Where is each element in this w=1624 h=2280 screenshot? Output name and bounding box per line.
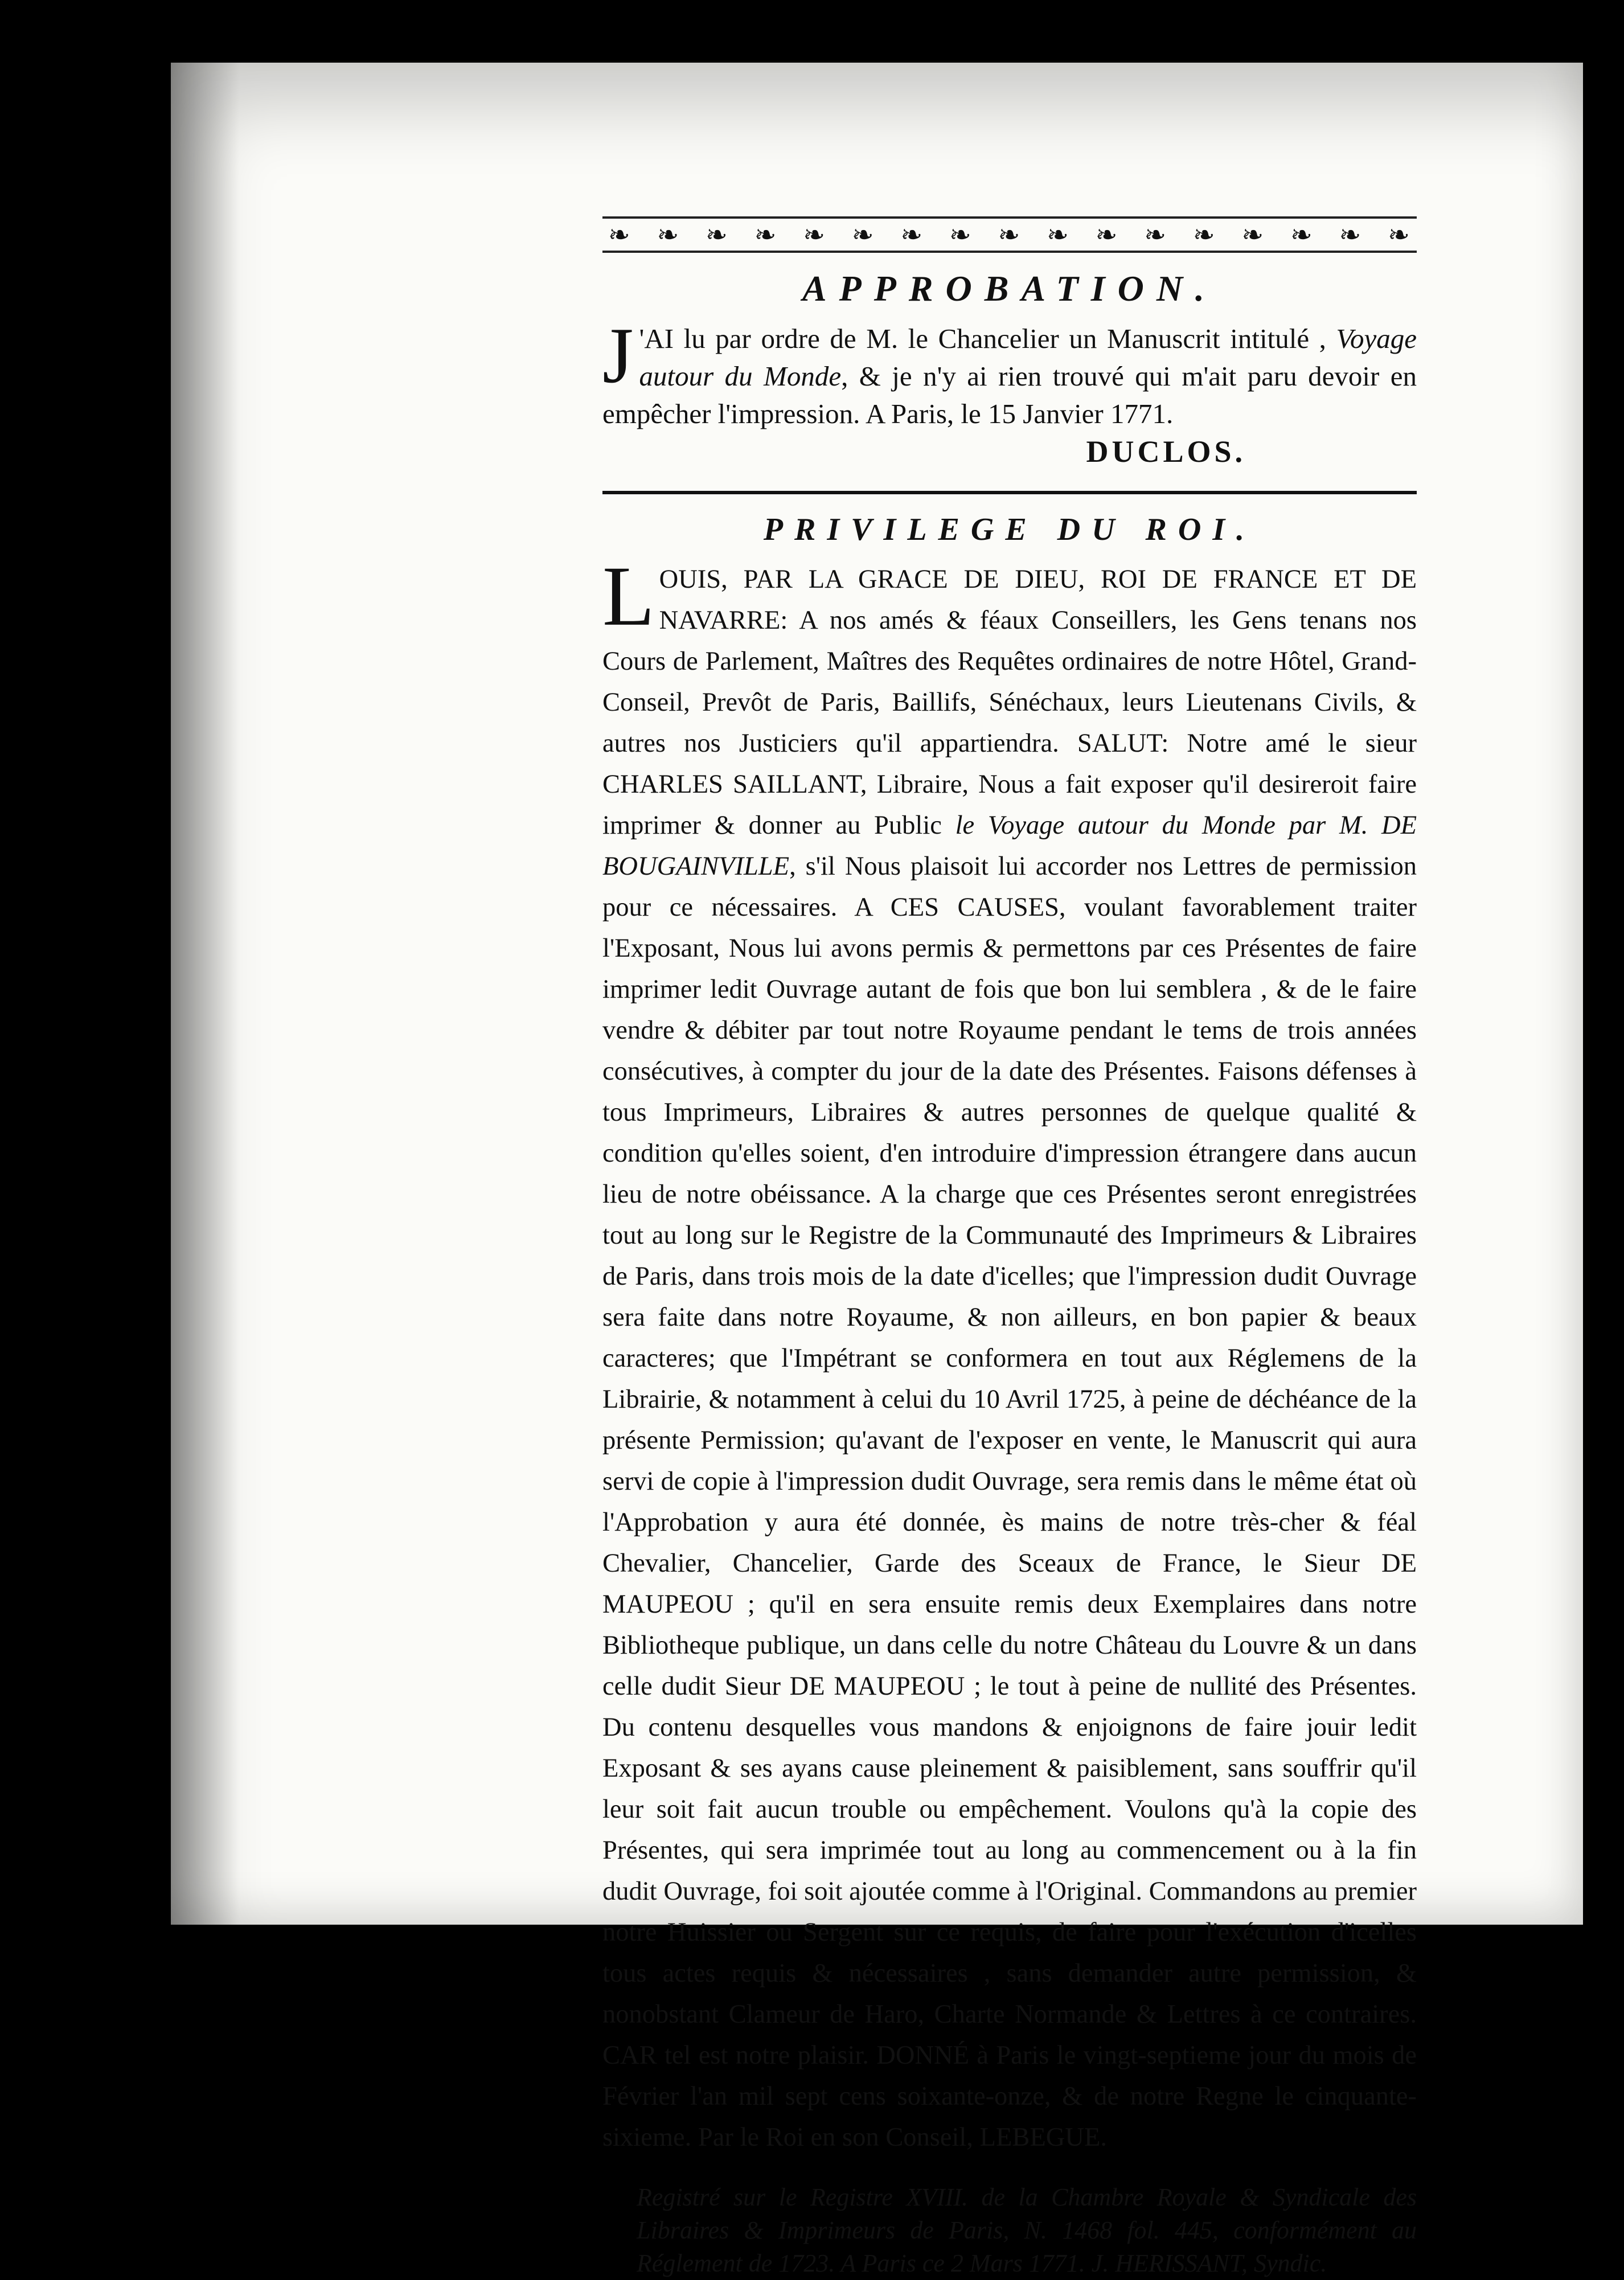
document-body	[602, 216, 1417, 2280]
approbation-text-1: 'AI lu par ordre de M. le Chancelier un Manuscrit intitulé ,	[639, 323, 1326, 354]
approbation-signature: DUCLOS.	[1086, 434, 1246, 469]
approbation-text-2: , & je n'y ai rien trouvé qui m'ait paru devoir en empêcher l'impression. A Paris, le 15 Janvier 1771.	[602, 360, 1417, 429]
privilege-text	[602, 549, 1417, 2158]
approbation-initial: J	[602, 311, 634, 400]
ornament-glyph: ❧	[803, 220, 826, 249]
ornament-glyph: ❧	[1047, 220, 1070, 249]
privilege-title: PRIVILEGE DU ROI.	[763, 512, 1256, 547]
ornament-glyph: ❧	[1290, 220, 1314, 249]
privilege-lead: OUIS, PAR LA GRACE DE DIEU, ROI DE FRANCE ET DE NAVARRE:	[659, 565, 1417, 635]
ornament-glyph: ❧	[851, 220, 875, 249]
approbation-work-title: Voyage autour du Monde	[639, 323, 1417, 392]
ornament-glyph: ❧	[1192, 220, 1216, 249]
ornament-glyph: ❧	[1144, 220, 1167, 249]
ornament-glyph: ❧	[998, 220, 1022, 249]
ornament-glyph: ❧	[608, 220, 631, 249]
registration-note: Registré sur le Registre XVIII. de la Chambre Royale & Syndicale des Libraires & Imprimeurs de Paris, N. 1468 fol. 445, conformément au Réglement de 1723. A Paris ce 2 Mars 1771. J. HERISSANT, Syndic.	[637, 2183, 1417, 2277]
ornament-glyph: ❧	[1241, 220, 1265, 249]
page-shadow	[171, 63, 239, 1925]
ornament-glyph: ❧	[949, 220, 973, 249]
ornament-glyph: ❧	[1388, 220, 1411, 249]
ornament-glyph: ❧	[754, 220, 778, 249]
approbation-title: APPROBATION.	[802, 268, 1217, 309]
privilege-paragraph-1: A nos amés & féaux Conseillers, les Gens tenans nos Cours de Parlement, Maîtres des Requêtes ordinaires de notre Hôtel, Grand-Conseil, Prevôt de Paris, Baillifs, Sénéchaux, leurs Lieutenans Civils, & autres nos Justiciers qu'il appartiendra. SALUT: Notre amé le sieur CHARLES SAILLANT, Libraire, Nous a fait exposer qu'il desireroit faire imprimer & donner au Public	[602, 606, 1417, 840]
privilege-paragraph-2: , s'il Nous plaisoit lui accorder nos Lettres de permission pour ce nécessaires. A CES CAUSES, voulant favorablement traiter l'Exposant, Nous lui avons permis & permettons par ces Présentes de faire imprimer ledit Ouvrage autant de fois que bon lui semblera , & de le faire vendre & débiter par tout notre Royaume pendant le tems de trois années consécutives, à compter du jour de la date des Présentes. Faisons défenses à tous Imprimeurs, Libraires & autres personnes de quelque qualité & condition qu'elles soient, d'en introduire d'impression étrangere dans aucun lieu de notre obéissance. A la charge que ces Présentes seront enregistrées tout au long sur le Registre de la Communauté des Imprimeurs & Libraires de Paris, dans trois mois de la date d'icelles; que l'impression dudit Ouvrage sera faite dans notre Royaume, & non ailleurs, en bon papier & beaux caracteres; que l'Impétrant se conformera en tout aux Réglemens de la Librairie, & notamment à celui du 10 Avril 1725, à peine de déchéance de la présente Permission; qu'avant de l'exposer en vente, le Manuscrit qui aura servi de copie à l'impression dudit Ouvrage, sera remis dans le même état où l'Approbation y aura été donnée, ès mains de notre très-cher & féal Chevalier, Chancelier, Garde des Sceaux de France, le Sieur DE MAUPEOU ; qu'il en sera ensuite remis deux Exemplaires dans notre Bibliotheque publique, un dans celle du notre Château du Louvre & un dans celle dudit Sieur DE MAUPEOU ; le tout à peine de nullité des Présentes. Du contenu desquelles vous mandons & enjoignons de faire jouir ledit Exposant & ses ayans cause pleinement & paisiblement, sans souffrir qu'il leur soit fait aucun trouble ou empêchement. Voulons qu'à la copie des Présentes, qui sera imprimée tout au long au commencement ou à la fin dudit Ouvrage, foi soit ajoutée comme à l'Original. Commandons au premier notre Huissier ou Sergent sur ce requis, de faire pour l'exécution d'icelles tous actes requis & nécessaires , sans demander autre permission, & nonobstant Clameur de Haro, Charte Normande & Lettres à ce contraires. CAR tel est notre plaisir. DONNÉ à Paris le vingt-septieme jour du mois de Février l'an mil sept cens soixante-onze, & de notre Regne le cinquante-sixieme. Par le Roi en son Conseil, LEBEGUE.	[602, 852, 1417, 2152]
ornament-glyph: ❧	[657, 220, 680, 249]
privilege-work-title: le Voyage autour du Monde par M. DE BOUGAINVILLE	[602, 811, 1417, 881]
ornament-glyph: ❧	[1095, 220, 1119, 249]
ornament-glyph: ❧	[706, 220, 729, 249]
divider-rule	[602, 491, 1417, 494]
ornament-glyph: ❧	[900, 220, 924, 249]
ornament-glyph: ❧	[1339, 220, 1363, 249]
approbation-text	[602, 311, 1417, 433]
privilege-initial: L	[602, 549, 655, 643]
ornament-band	[602, 216, 1417, 253]
